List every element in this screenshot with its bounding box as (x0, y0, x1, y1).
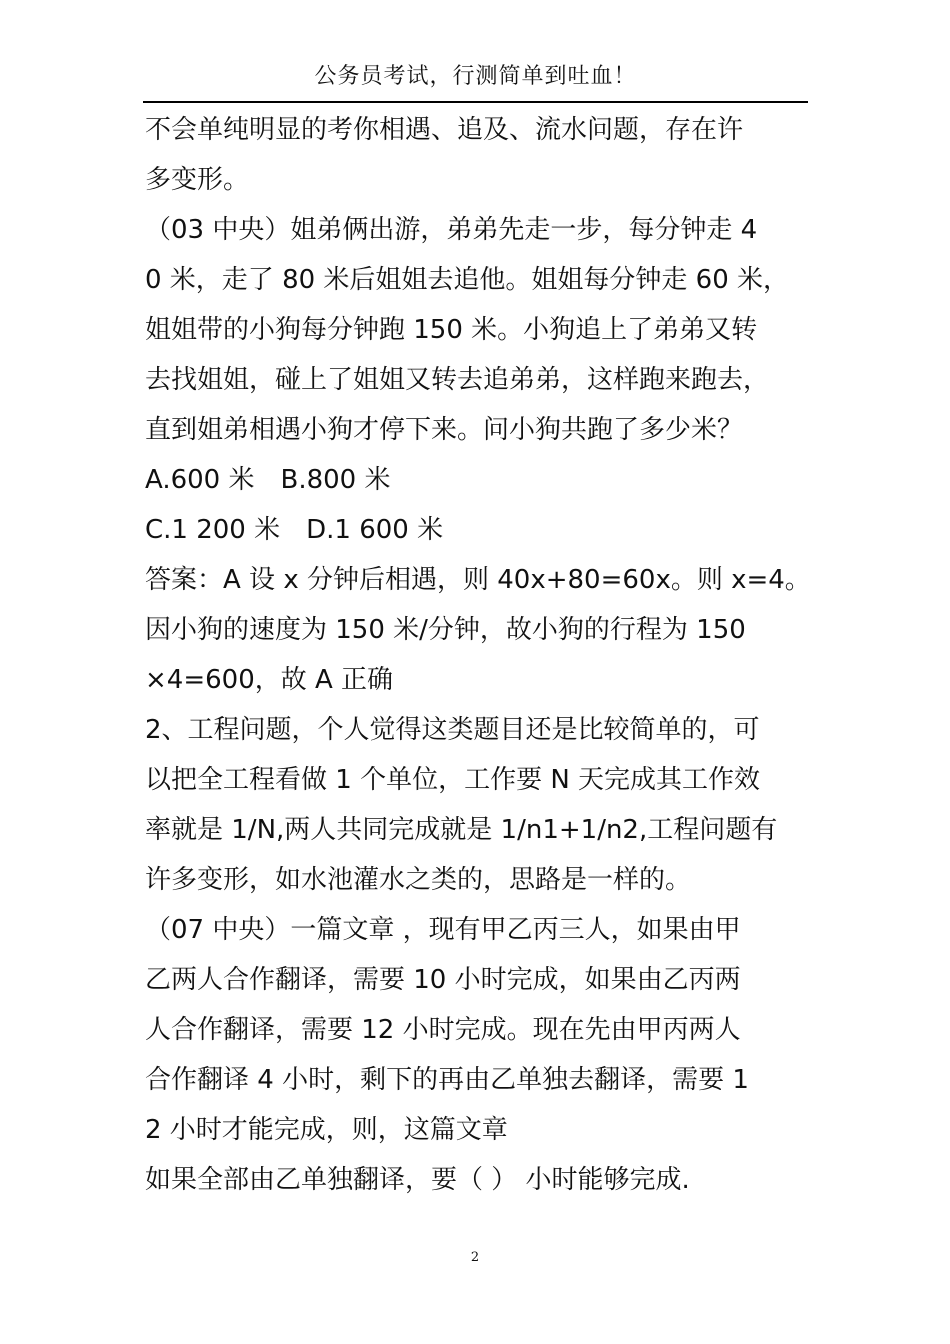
solution-line: ×4=600，故 A 正确 (145, 665, 394, 695)
question-1-line: 直到姐弟相遇小狗才停下来。问小狗共跑了多少米？ (145, 415, 744, 445)
text-line: 以把全工程看做 1 个单位，工作要 N 天完成其工作效 (145, 765, 761, 795)
solution-line: 答案：A 设 x 分钟后相遇，则 40x+80=60x。则 x=4。 (145, 565, 811, 595)
answer-options-line: C.1 200 米 D.1 600 米 (145, 515, 444, 545)
text-line: 不会单纯明显的考你相遇、追及、流水问题，存在许 (145, 115, 744, 145)
page-header-title: 公务员考试，行测简单到吐血！ (314, 64, 637, 89)
question-2-line: 2 小时才能完成，则，这篇文章 (145, 1115, 508, 1145)
page-number: 2 (470, 1250, 480, 1265)
question-2-line: 乙两人合作翻译，需要 10 小时完成，如果由乙丙两 (145, 965, 741, 995)
question-2-line: 如果全部由乙单独翻译，要（ ） 小时能够完成. (145, 1165, 690, 1195)
section-heading-line: 2、工程问题，个人觉得这类题目还是比较简单的，可 (145, 715, 760, 745)
question-1-line: 姐姐带的小狗每分钟跑 150 米。小狗追上了弟弟又转 (145, 315, 758, 345)
question-2-line: （07 中央）一篇文章 ，现有甲乙丙三人，如果由甲 (145, 915, 741, 945)
text-line: 许多变形，如水池灌水之类的，思路是一样的。 (145, 865, 692, 895)
question-2-line: 合作翻译 4 小时，剩下的再由乙单独去翻译，需要 1 (145, 1065, 749, 1095)
question-1-line: 0 米，走了 80 米后姐姐去追他。姐姐每分钟走 60 米， (145, 265, 790, 295)
question-1-line: 去找姐姐，碰上了姐姐又转去追弟弟，这样跑来跑去， (145, 365, 770, 395)
text-line: 多变形。 (145, 165, 250, 195)
header-divider (143, 101, 808, 103)
question-2-line: 人合作翻译，需要 12 小时完成。现在先由甲丙两人 (145, 1015, 741, 1045)
answer-options-line: A.600 米 B.800 米 (145, 465, 391, 495)
text-line: 率就是 1/N,两人共同完成就是 1/n1+1/n2,工程问题有 (145, 815, 778, 845)
question-1-line: （03 中央）姐弟俩出游，弟弟先走一步，每分钟走 4 (145, 215, 758, 245)
solution-line: 因小狗的速度为 150 米/分钟，故小狗的行程为 150 (145, 615, 746, 645)
